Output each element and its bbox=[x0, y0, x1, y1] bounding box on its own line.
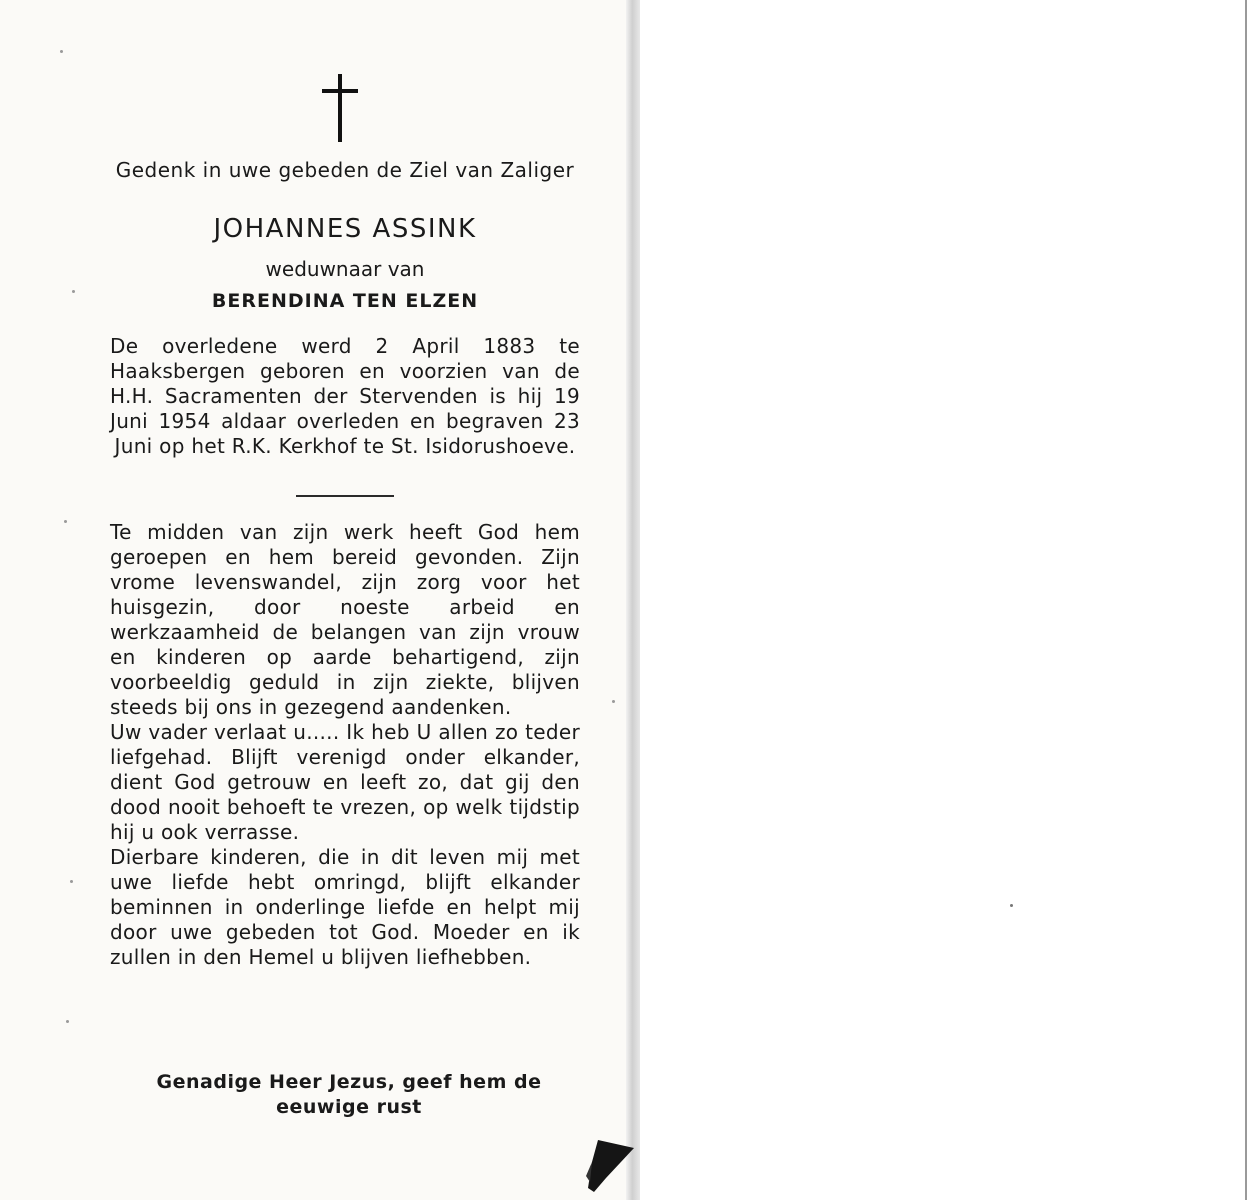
paper-speck bbox=[60, 50, 63, 53]
widower-label: weduwnaar van bbox=[265, 257, 425, 281]
paper-speck bbox=[66, 1020, 69, 1023]
memorial-paragraph-1: Te midden van zijn werk heeft God hem geroepen en hem bereid gevonden. Zijn vrome levenswandel, zijn zorg voor het huisgezin, door noeste arbeid en werkzaamheid de belangen van zijn vrouw en kinderen op aarde behartigend, zijn voorbeeldig geduld in zijn ziekte, blijven steeds bij ons in gezegend aandenken. bbox=[110, 520, 580, 719]
paper-speck bbox=[1010, 904, 1013, 907]
card-back-page bbox=[640, 0, 1247, 1200]
cross-icon bbox=[322, 74, 358, 142]
paper-speck bbox=[72, 290, 75, 293]
closing-prayer: Genadige Heer Jezus, geef hem de eeuwige rust bbox=[156, 1071, 542, 1118]
deceased-name: JOHANNES ASSINK bbox=[213, 214, 477, 244]
paper-speck bbox=[612, 700, 615, 703]
paper-speck bbox=[64, 520, 67, 523]
memorial-text bbox=[110, 520, 580, 970]
spouse-name: BERENDINA TEN ELZEN bbox=[211, 290, 479, 312]
memorial-paragraph-3: Dierbare kinderen, die in dit leven mij met uwe liefde hebt omringd, blijft elkander beminnen in onderlinge liefde en helpt mij door uwe gebeden tot God. Moeder en ik zullen in den Hemel u blijven liefhebben. bbox=[110, 845, 580, 969]
intro-text: Gedenk in uwe gebeden de Ziel van Zaliger bbox=[115, 158, 575, 182]
paper-speck bbox=[70, 880, 73, 883]
page-fold bbox=[626, 0, 640, 1200]
divider-line bbox=[296, 495, 394, 497]
biography-text: De overledene werd 2 April 1883 te Haaksbergen geboren en voorzien van de H.H. Sacramenten der Stervenden is hij 19 Juni 1954 aldaar overleden en begraven 23 Juni op het R.K. Kerkhof te St. Isidorushoeve. bbox=[110, 334, 580, 458]
corner-mark-icon bbox=[584, 1138, 634, 1194]
memorial-paragraph-2: Uw vader verlaat u..... Ik heb U allen zo teder liefgehad. Blijft verenigd onder elkander, dient God getrouw en leeft zo, dat gij den dood nooit behoeft te vrezen, op welk tijdstip hij u ook verrasse. bbox=[110, 720, 580, 844]
